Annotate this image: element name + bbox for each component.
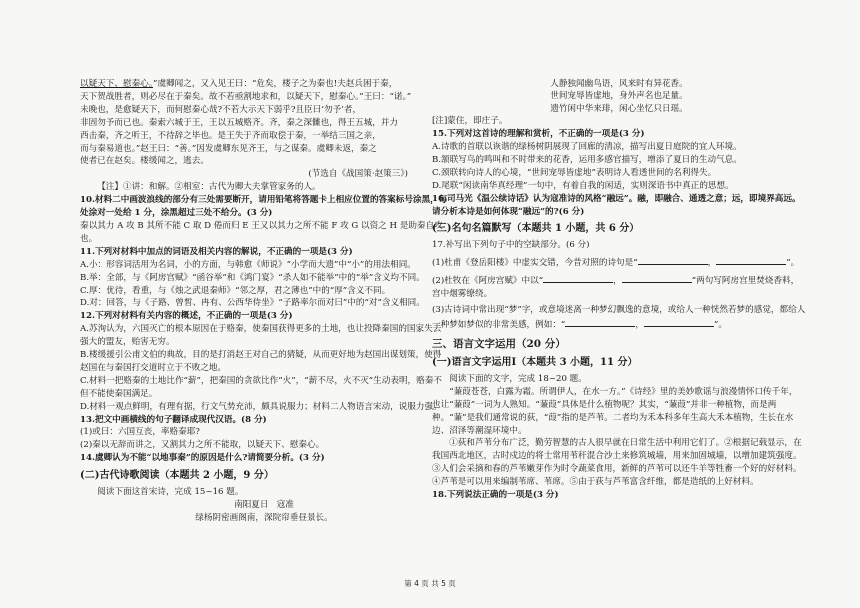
answer-blank[interactable]	[638, 255, 708, 265]
poem-line: 遗竹闲中华来琲，闲心坐忆只日瑶。	[550, 103, 688, 114]
passage-line: 未晚也，是愈疑天下，而何慰秦心哉?不若大示天下弱乎?且臣曰‘勿予’者，	[80, 104, 362, 115]
question-12-option: A.苏洵认为，六国灭亡的根本原因在于赂秦，使秦国获得更多的土地，也让投降秦国的国家失去强大的盟友，贻害无穷。	[80, 324, 442, 348]
reading-intro: 阅读下面的文字，完成 18~20 题。	[449, 373, 587, 384]
passage-line: 而与秦易道也。”赵王曰：“善。”因发虞卿东见齐王，与之谋秦。虞卿未返，秦之	[80, 143, 377, 154]
question-15-option: D.尾联“闲读南华真经理”一句中，有着自我的闲适，实则深语书中真正的思想。	[432, 180, 734, 191]
page-footer: 第 4 页 共 5 页	[404, 579, 456, 588]
passage-source: (节选自《战国策·赵策三》)	[308, 169, 408, 180]
q17-item-1-sep: ，	[707, 258, 717, 269]
answer-blank[interactable]	[543, 273, 613, 283]
poem-note: [注]蒙住，即庄子。	[432, 116, 508, 127]
question-11-option: B.举：全部，与《阿房宫赋》“函谷举”和《鸿门宴》“杀人如不能举”中的“举”含义均不同。	[80, 272, 425, 283]
reading-paragraph-1: “蒹葭苍苍，白露为霜。所谓伊人，在水一方。”《诗经》里的美妙歌谣与浪漫情怀口传千年，也让“蒹葭”一词为人熟知。“蒹葭”具体是什么植物呢？其实，“蒹葭”并非一种植物，而是两种。“蒹”是我们通常说的荻，“葭”指的是芦苇。二者均为禾本科多年生高大禾本植物，生长在水边、沼泽等潮湿环境中。	[432, 386, 798, 436]
poem-line: 世间宠辱皆虚地，身外声名也足量。	[550, 91, 688, 102]
question-15: 15.下列对这首诗的理解和赏析，不正确的一项是(3 分)	[432, 129, 645, 140]
question-13-item: (2)秦以无辞而讲之，又割其力之所不能取，以疑天下、慰秦心。	[80, 440, 325, 451]
poem-line: 人静独闻幽鸟语，风来时有异花香。	[550, 79, 688, 89]
question-17: 17.补写出下列句子中的空缺部分。(6 分)	[432, 240, 590, 251]
passage	[80, 78, 448, 168]
q17-item-2-sep: ，	[613, 276, 622, 287]
q17-item-2-suffix: ”两句写阿房宫里焚烧香料，宫中烟雾缭绕。	[432, 276, 800, 300]
answer-blank[interactable]	[622, 273, 692, 283]
q17-item-1-prefix: (1)杜甫《登岳阳楼》中虚实交错，今昔对照的诗句是“	[432, 258, 638, 269]
answer-blank[interactable]	[565, 317, 635, 327]
q17-item-1-suffix: ”。	[786, 258, 800, 269]
underlined-sentence: 以疑天下、慰秦心。	[80, 79, 154, 89]
poem-author: 寇准	[276, 500, 294, 511]
question-17-item	[432, 255, 806, 270]
subsection-heading: (一)语言文字运用Ⅰ（本题共 3 小题，11 分）	[432, 356, 638, 368]
right-column	[432, 78, 806, 502]
passage-line: 以疑天下、慰秦心。”虞卿闻之，又入见王曰：“危矣，楼子之为秦也!夫赵兵困于秦，	[80, 79, 398, 89]
question-11: 11.下列对材料中加点的词语及相关内容的解说，不正确的一项是(3 分)	[80, 246, 353, 257]
question-15-option: A.诗歌的首联以诙谐的绿杨树阴展现了回廊的清凉，描写出夏日庭院的宜人环境。	[432, 142, 742, 153]
passage-note: 【注】①讲：和解。②相室：古代为卿大夫掌管家务的人。	[97, 182, 321, 193]
question-12-option: B.楼缓援引公甫文伯的典故，目的是打消赵王对自己的猜疑，从而更好地为赵国出谋划策，使得赵国在与秦国打交道时立于不败之地。	[80, 350, 442, 373]
q17-item-3-suffix: ”。	[713, 320, 727, 330]
question-15-option: C.颈联转向诗人的心境，“世间宠辱皆虚地”表明诗人看透世间的名利得失。	[432, 167, 717, 178]
passage-line: 天下贺战胜者，则必尽在于秦矣。故不若亟割地求和，以疑天下，慰秦心。”王曰：“诺。”	[80, 91, 412, 102]
question-11-option: D.对：回答，与《子路、曾皙、冉有、公西华侍坐》“子路率尔而对曰”中的“对”含义相同。	[80, 298, 425, 309]
left-column	[80, 78, 448, 524]
question-13-item: (1)或曰：六国互丧，率赂秦耶?	[80, 427, 200, 438]
q17-item-2-prefix: (2)杜牧在《阿房宫赋》中以“	[432, 276, 544, 287]
question-11-option: A.小：形容词活用为名词，小的方面，与韩愈《师说》“小学而大遗”中“小”的用法相同。	[80, 259, 416, 270]
question-12: 12.下列对材料有关内容的概述，不正确的一项是(3 分)	[80, 311, 293, 322]
question-17-item	[432, 273, 806, 301]
section-poetry-heading: (二)古代诗歌阅读（本题共 2 小题，9 分）	[80, 470, 274, 482]
poem-title-line	[80, 499, 448, 512]
question-12-option: D.材料一观点鲜明，有理有据，行文气势充沛，颇具说服力；材料二人物语言宋动，说服力强。	[80, 401, 442, 412]
passage-line: 非固勿予而已也。秦索六城于王，王以五城赂齐。齐，秦之深雠也，得王五城，并力	[80, 117, 398, 128]
answer-blank[interactable]	[716, 255, 786, 265]
question-15-option: B.颔联写鸟的鸣叫和不时带来的花香，运用多感官描写，增添了夏日的生动气息。	[432, 154, 742, 165]
question-18: 18.下列说法正确的一项是(3 分)	[432, 490, 559, 501]
poem-line: 绿杨阴密画阁南，深院帘垂昼景长。	[195, 513, 333, 523]
question-16: 16.司马光《温公续诗话》认为寇准诗的风格“融远”。融，即融合、通透之意；远，即境界高远。请分析本诗是如何体现“融远”的?(6 分)	[432, 193, 801, 217]
question-10-text: 秦以其力 A 攻 B 其所不能 C 取 D 倦而归 E 王又以其力之所不能 F 攻 G 以资之 H 是助秦自攻也。	[80, 220, 443, 244]
answer-blank[interactable]	[644, 317, 714, 327]
question-10: 10.材料二中画波浪线的部分有三处需要断开，请用铅笔将答题卡上相应位置的答案标号涂黑，每处涂对一处给 1 分，涂黑超过三处不给分。(3 分)	[80, 195, 448, 219]
poetry-intro: 阅读下面这首宋诗，完成 15~16 题。	[97, 487, 244, 498]
question-12-option: C.材料一把赂秦的土地比作“薪”，把秦国的贪欲比作“火”，“薪不尽，火不灭”生动表明，赂秦不但不能使秦国满足。	[80, 375, 442, 399]
q17-item-3-sep: ，	[635, 320, 644, 330]
poem-title: 南阳夏日	[234, 500, 269, 511]
part-three-heading: 三、语言文字运用（20 分）	[432, 337, 566, 350]
question-13: 13.把文中画横线的句子翻译成现代汉语。(8 分)	[80, 414, 267, 425]
reading-paragraph-2: ①荻和芦苇分布广泛，勤劳智慧的古人很早就在日常生活中利用它们了。②根据记载显示，在我国西北地区，古时戍边的将士常用苇秆混合沙土来修筑城墙，用来加固城墙，以增加建筑强度。③人们会采摘和春的芦苇嫩芽作为时令蔬菜食用，新鲜的芦苇可以还牛羊等牲畜一个好的好材料。④芦苇是可以用来编制苇席、苇席。⑤由于荻与芦苇富含纤维，都是造纸的上好材料。	[432, 438, 802, 488]
question-11-option: C.厚：优待，看重，与《烛之武退秦师》“邻之厚，君之薄也”中的“厚”含义不同。	[80, 285, 391, 296]
section-dictation-heading: (三)名句名篇默写（本题共 1 小题，共 6 分）	[432, 223, 640, 235]
question-17-item	[432, 304, 806, 332]
question-14: 14.虞卿认为不能“以地事秦”的原因是什么?请简要分析。(3 分)	[80, 453, 325, 464]
q17-item-3-prefix: (3)古诗词中常出现“梦”字，或意境迷离一种梦幻飘逸的意境，或给人一种恍然若梦的感觉，都给人一种梦如梦似的非常美感，例如：“	[432, 305, 806, 330]
passage-line: 使者已在赵矣。楼缓闻之，逃去。	[80, 156, 209, 167]
passage-line: 西击秦，齐之听王，不待辞之毕也。是王失于齐而取偿于秦，一举结三国之亲，	[80, 130, 381, 141]
